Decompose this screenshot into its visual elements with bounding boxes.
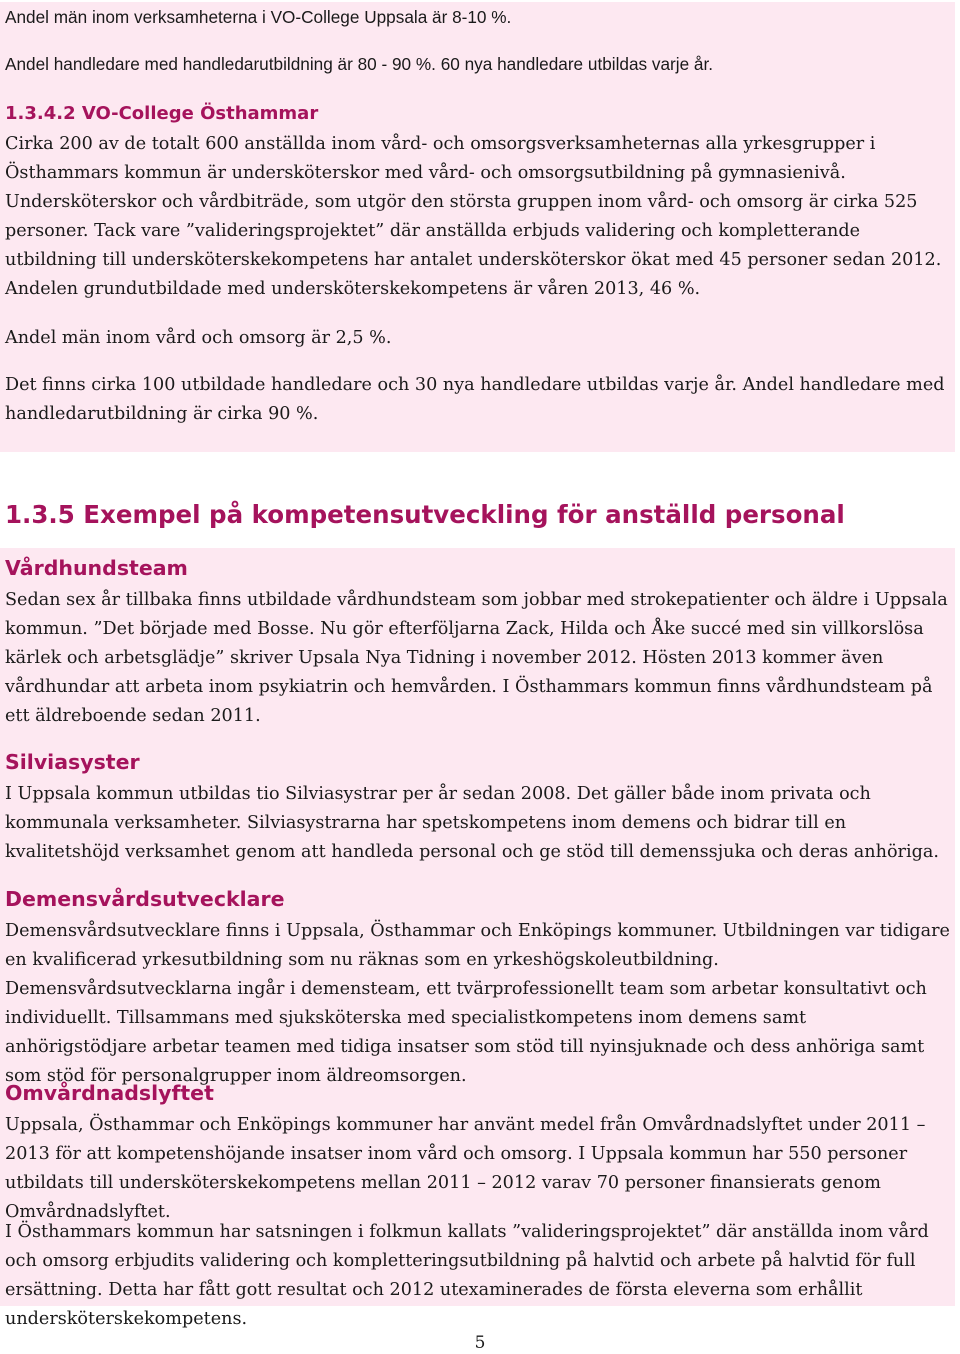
heading-demensvardsutvecklare: Demensvårdsutvecklare (5, 887, 285, 911)
paragraph-vardhundsteam: Sedan sex år tillbaka finns utbildade vårdhundsteam som jobbar med strokepatienter och äldre i Uppsala kommun. ”Det började med Bosse. Nu gör efterföljarna Zack, Hilda och Åke succé med sin villkorslösa kärlek och arbetsglädje” skriver Upsala Nya Tidning i november 2012. Hösten 2013 kommer även vårdhundar att arbeta inom psykiatrin och hemvården. I Östhammars kommun finns vårdhundsteam på ett äldreboende sedan 2011. (5, 590, 948, 726)
paragraph-valideringsprojektet: I Östhammars kommun har satsningen i folkmun kallats ”valideringsprojektet” där anställda inom vård och omsorg erbjudits validering och kompletteringsutbildning på halvtid och arbete på halvtid för full ersättning. Detta har fått gott resultat och 2012 utexaminerades de första eleverna som erhållit undersköterskekompetens. (5, 1222, 929, 1329)
heading-vo-college-osthammar: 1.3.4.2 VO-College Östhammar (5, 103, 319, 124)
heading-kompetensutveckling: 1.3.5 Exempel på kompetensutveckling för anställd personal (5, 500, 845, 529)
paragraph-osthammar-men: Andel män inom vård och omsorg är 2,5 %. (5, 328, 392, 348)
text-men-college: Andel män inom verksamheterna i VO-College Uppsala är 8-10 %. (5, 7, 512, 27)
text-supervisors-college: Andel handledare med handledarutbildning är 80 - 90 %. 60 nya handledare utbildas varje år. (5, 54, 714, 74)
heading-vardhundsteam: Vårdhundsteam (5, 556, 188, 580)
paragraph-osthammar-staff: Cirka 200 av de totalt 600 anställda inom vård- och omsorgsverksamheternas alla yrkesgrupper i Östhammars kommun är undersköterskor med vård- och omsorgsutbildning på gymnasienivå. Undersköterskor och vårdbiträde, som utgör den största gruppen inom vård- och omsorg är cirka 525 personer. Tack vare ”valideringsprojektet” där anställda erbjuds validering och kompletterande utbildning till undersköterskekompetens har antalet undersköterskor ökat med 45 personer sedan 2012. Andelen grundutbildade med undersköterskekompetens är våren 2013, 46 %. (5, 134, 942, 299)
paragraph-demensvardsutvecklare: Demensvårdsutvecklare finns i Uppsala, Östhammar och Enköpings kommuner. Utbildningen var tidigare en kvalificerad yrkesutbildning som nu räknas som en yrkeshögskoleutbildning. Demensvårdsutvecklarna ingår i demensteam, ett tvärprofessionellt team som arbetar konsultativt och individuellt. Tillsammans med sjuksköterska med specialistkompetens inom demens samt anhörigstödjare arbetar teamen med tidiga insatser som stöd till nyinsjuknade och dess anhöriga samt som stöd för personalgrupper inom äldreomsorgen. (5, 921, 950, 1086)
paragraph-osthammar-supervisors: Det finns cirka 100 utbildade handledare och 30 nya handledare utbildas varje år. Andel handledare med handledarutbildning är cirka 90 %. (5, 375, 945, 424)
paragraph-omvardnadslyftet: Uppsala, Östhammar och Enköpings kommuner har använt medel från Omvårdnadslyftet under 2011 – 2013 för att kompetenshöjande insatser inom vård och omsorg. I Uppsala kommun har 550 personer utbildats till undersköterskekompetens mellan 2011 – 2012 varav 70 personer finansierats genom Omvårdnadslyftet. (5, 1115, 926, 1222)
heading-omvardnadslyftet: Omvårdnadslyftet (5, 1081, 214, 1105)
page-number: 5 (474, 1333, 486, 1353)
paragraph-silviasyster: I Uppsala kommun utbildas tio Silviasystrar per år sedan 2008. Det gäller både inom privata och kommunala verksamheter. Silviasystrarna har spetskompetens inom demens och bidrar till en kvalitetshöjd verksamhet genom att handleda personal och ge stöd till demenssjuka och deras anhöriga. (5, 784, 939, 862)
heading-silviasyster: Silviasyster (5, 750, 140, 774)
